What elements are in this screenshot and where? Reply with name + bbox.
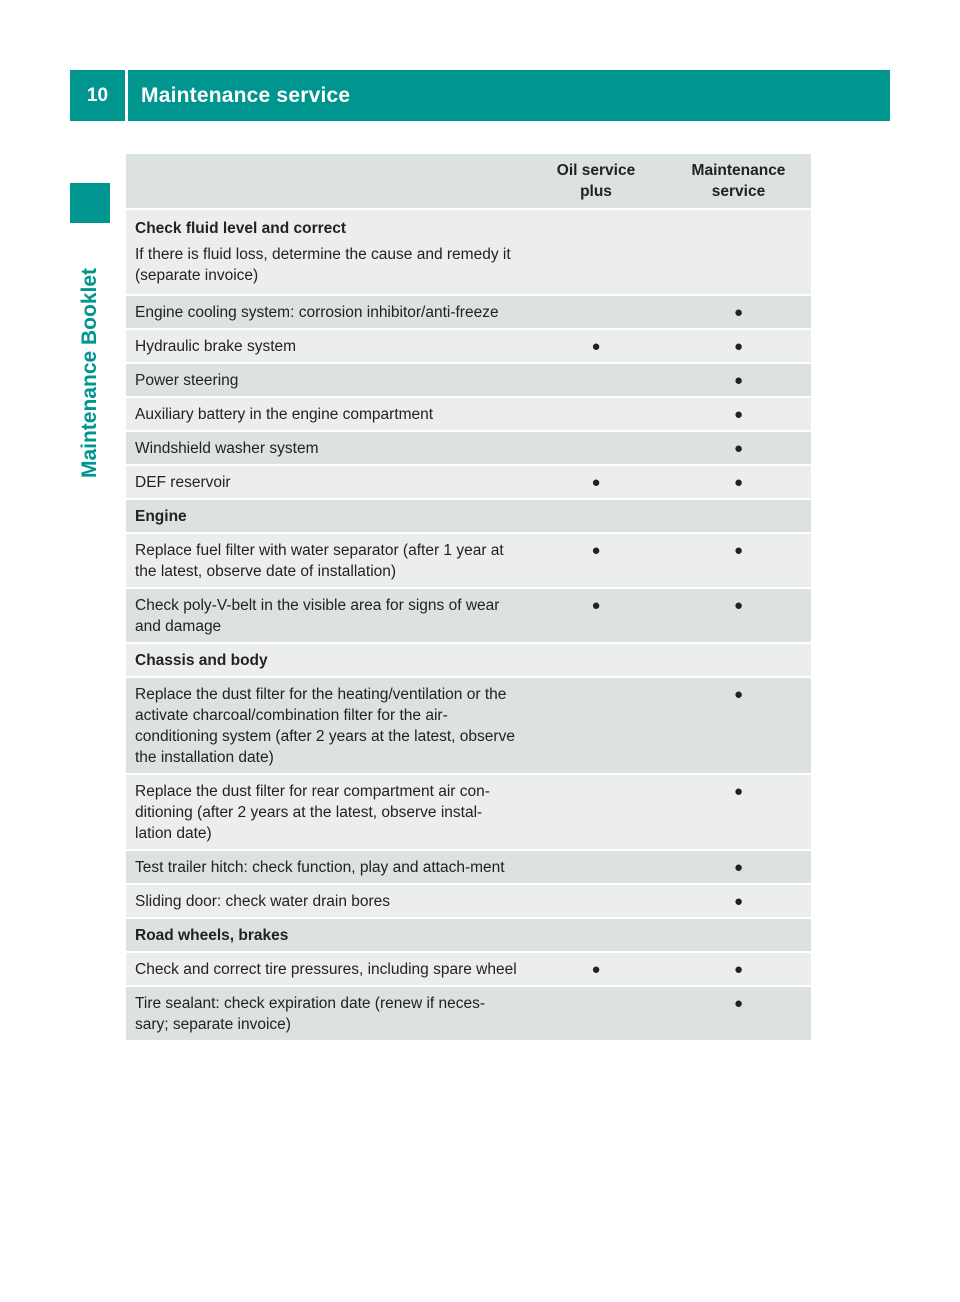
table-row [126,774,811,850]
table-row [126,677,811,774]
oil-service-mark [526,850,666,884]
table-row [126,533,811,588]
task-label: Replace fuel filter with water separator (after 1 year at the latest, observe date of installation) [126,533,526,588]
maintenance-service-mark: ● [666,363,811,397]
task-label: Replace the dust filter for rear compartment air con-ditioning (after 2 years at the latest, observe instal-lation date) [126,774,526,850]
section-heading: Engine [126,499,526,533]
header-cell-oil-service: Oil service plus [526,154,666,209]
task-label: Engine cooling system: corrosion inhibitor/anti-freeze [126,295,526,329]
table-row [126,329,811,363]
task-label: Power steering [126,363,526,397]
intro-row [126,209,811,295]
oil-service-mark: ● [526,952,666,986]
header-cell-task [126,154,526,209]
table-row [126,986,811,1041]
oil-service-mark [526,397,666,431]
oil-service-mark [526,884,666,918]
page-header [70,70,890,121]
section-heading: Road wheels, brakes [126,918,526,952]
maintenance-service-mark: ● [666,588,811,643]
intro-text: If there is fluid loss, determine the cause and remedy it (separate invoice) [135,246,511,284]
oil-service-mark: ● [526,533,666,588]
oil-service-mark: ● [526,329,666,363]
header-divider [125,70,128,121]
maintenance-schedule-table [126,154,811,1042]
task-label: Auxiliary battery in the engine compartment [126,397,526,431]
maintenance-service-mark: ● [666,295,811,329]
maintenance-service-mark: ● [666,677,811,774]
maintenance-service-mark: ● [666,774,811,850]
table-row [126,952,811,986]
task-label: Windshield washer system [126,431,526,465]
maintenance-service-mark: ● [666,952,811,986]
table-row [126,850,811,884]
task-label: Replace the dust filter for the heating/ventilation or the activate charcoal/combination filter for the air-conditioning system (after 2 years at the latest, observe the installation date) [126,677,526,774]
maintenance-service-mark: ● [666,986,811,1041]
table-row [126,363,811,397]
task-label: Tire sealant: check expiration date (renew if neces-sary; separate invoice) [126,986,526,1041]
maintenance-service-mark: ● [666,884,811,918]
table-row [126,465,811,499]
section-row [126,499,811,533]
intro-cell [126,209,526,295]
table-row [126,431,811,465]
maintenance-service-mark: ● [666,533,811,588]
sidebar-marker [70,183,110,223]
section-title: Maintenance service [141,83,351,107]
section-heading: Chassis and body [126,643,526,677]
oil-service-mark [526,774,666,850]
header-cell-maintenance-service: Maintenance service [666,154,811,209]
task-label: DEF reservoir [126,465,526,499]
table-row [126,884,811,918]
oil-service-mark [526,677,666,774]
section-row [126,918,811,952]
intro-title: Check fluid level and correct [135,220,347,237]
task-label: Check poly-V-belt in the visible area for signs of wear and damage [126,588,526,643]
table-row [126,397,811,431]
sidebar-label [70,243,110,503]
maintenance-service-mark: ● [666,465,811,499]
sidebar-label-text: Maintenance Booklet [78,267,101,479]
maintenance-service-mark: ● [666,850,811,884]
table-row [126,588,811,643]
task-label: Sliding door: check water drain bores [126,884,526,918]
maintenance-service-mark: ● [666,431,811,465]
oil-service-mark [526,295,666,329]
task-label: Hydraulic brake system [126,329,526,363]
oil-service-mark: ● [526,465,666,499]
task-label: Check and correct tire pressures, including spare wheel [126,952,526,986]
oil-service-mark [526,431,666,465]
oil-service-mark [526,986,666,1041]
task-label: Test trailer hitch: check function, play and attach-ment [126,850,526,884]
section-row [126,643,811,677]
oil-service-mark [526,363,666,397]
table-row [126,295,811,329]
maintenance-service-mark: ● [666,397,811,431]
page-number: 10 [86,84,109,106]
table-header-row [126,154,811,209]
oil-service-mark: ● [526,588,666,643]
maintenance-service-mark: ● [666,329,811,363]
